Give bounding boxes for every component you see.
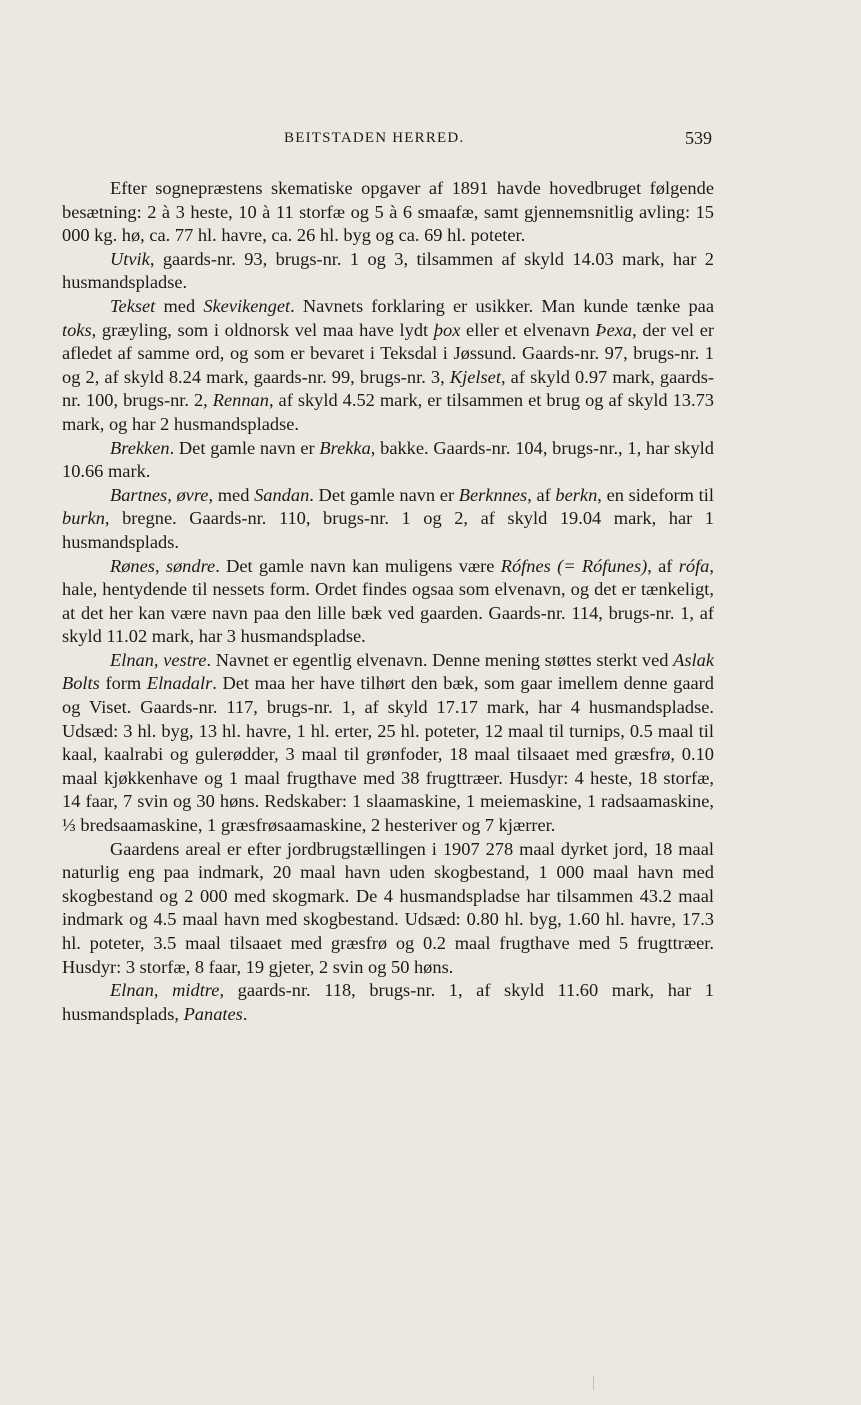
text-run: , af bbox=[647, 555, 679, 576]
paragraph-utvik bbox=[62, 248, 714, 295]
italic-term: Elnan, midtre bbox=[110, 980, 220, 1001]
italic-term: Brekken bbox=[110, 437, 170, 458]
italic-term: þox bbox=[433, 319, 461, 340]
italic-term: Panates bbox=[183, 1003, 243, 1024]
italic-term: rófa bbox=[678, 555, 710, 576]
italic-term: Kjelset bbox=[449, 366, 501, 387]
italic-term: Berknnes bbox=[458, 484, 528, 505]
paper-speck bbox=[593, 1376, 594, 1390]
text-run: med bbox=[155, 295, 204, 316]
text-run: , af skyld 4.52 mark, er tilsammen et brug og af skyld 13.73 mark, og har 2 husmandspladse. bbox=[62, 390, 714, 434]
text-run: form bbox=[99, 673, 147, 694]
italic-term: Skevikenget bbox=[203, 295, 291, 316]
text-run: . Det gamle navn kan muligens være bbox=[215, 555, 501, 576]
italic-term: Elnan, vestre bbox=[110, 649, 207, 670]
italic-term: Rófnes (= Rófunes) bbox=[500, 555, 648, 576]
text-run: eller et elvenavn bbox=[460, 319, 596, 340]
paragraph-rones bbox=[62, 555, 714, 649]
text-run: , græyling, som i oldnorsk vel maa have lydt bbox=[91, 319, 434, 340]
italic-term: toks bbox=[62, 319, 92, 340]
page-header bbox=[62, 130, 712, 154]
paragraph-brekken bbox=[62, 437, 714, 484]
italic-term: Bartnes, øvre bbox=[110, 484, 209, 505]
text-run: , bregne. Gaards-nr. 110, brugs-nr. 1 og 2, af skyld 19.04 mark, har 1 husmandsplads. bbox=[62, 508, 714, 552]
text-run: , af skyld 0.97 mark, gaards-nr. 100, brugs-nr. 2, bbox=[62, 366, 714, 411]
italic-term: Rønes, søndre bbox=[110, 555, 216, 576]
text-run: . Navnets forklaring er usikker. Man kunde tænke paa bbox=[290, 295, 714, 316]
body-text bbox=[62, 177, 714, 1026]
paragraph-hovedbruget bbox=[62, 177, 714, 248]
text-run: , hale, hentydende til nessets form. Ordet findes ogsaa som elvenavn, og det er tænkeligt, at det her kan være navn paa den lille bæk ved gaarden. Gaards-nr. 114, brugs-nr. 1, af skyld 11.02 mark, har 3 husmandspladse. bbox=[62, 555, 714, 647]
text-run: , en sideform til bbox=[597, 484, 714, 505]
italic-term: Utvik bbox=[110, 248, 150, 269]
italic-term: Sandan bbox=[254, 484, 310, 505]
text-run: , gaards-nr. 118, brugs-nr. 1, af skyld 11.60 mark, har 1 husmandsplads, bbox=[62, 980, 714, 1024]
paragraph-bartnes bbox=[62, 484, 714, 555]
italic-term: Brekka bbox=[319, 437, 371, 458]
italic-term: Rennan bbox=[212, 390, 269, 411]
text-run: Gaardens areal er efter jordbrugstællingen i 1907 278 maal dyrket jord, 18 maal naturlig eng paa indmark, 20 maal havn uden skogbestand, 1 000 maal havn med skogbestand og 2 000 med skogmark. De 4 husmandspladse har tilsammen 43.2 maal indmark og 4.5 maal havn med skogbestand. Udsæd: 0.80 hl. byg, 1.60 hl. havre, 17.3 hl. poteter, 3.5 maal tilsaaet med græsfrø og 0.2 maal frugthave med 5 frugttræer. Husdyr: 3 storfæ, 8 faar, 19 gjeter, 2 svin og 50 høns. bbox=[62, 838, 714, 977]
italic-term: berkn bbox=[555, 484, 598, 505]
paragraph-tekset bbox=[62, 295, 714, 437]
italic-term: Aslak Bolts bbox=[62, 649, 714, 694]
italic-term: Þexa bbox=[595, 319, 633, 340]
text-run: , gaards-nr. 93, brugs-nr. 1 og 3, tilsammen af skyld 14.03 mark, har 2 husmandspladse. bbox=[62, 248, 714, 293]
text-run: . Det gamle navn er bbox=[169, 437, 320, 458]
paragraph-elnan-vestre bbox=[62, 649, 714, 838]
italic-term: Tekset bbox=[110, 295, 156, 316]
text-run: , med bbox=[208, 484, 255, 505]
text-run: , der vel er afledet af samme ord, og som er bevaret i Teksdal i Jøssund. Gaards-nr. 97, brugs-nr. 1 og 2, af skyld 8.24 mark, gaards-nr. 99, brugs-nr. 3, bbox=[62, 319, 714, 387]
text-run: . Det maa her have tilhørt den bæk, som gaar imellem denne gaard og Viset. Gaards-nr. 117, brugs-nr. 1, af skyld 17.17 mark, har 4 husmandspladse. Udsæd: 3 hl. byg, 13 hl. havre, 1 hl. erter, 25 hl. poteter, 12 maal til turnips, 0.5 maal til kaal, kaalrabi og gulerødder, 3 maal til grønfoder, 18 maal tilsaaet med græsfrø, 0.10 maal kjøkkenhave og 1 maal frugthave med 38 frugttræer. Husdyr: 4 heste, 18 storfæ, 14 faar, 7 svin og 30 høns. Redskaber: 1 slaamaskine, 1 meiemaskine, 1 radsaamaskine, ⅓ bredsaamaskine, 1 græsfrøsaamaskine, 2 hesteriver og 7 kjærrer. bbox=[62, 673, 714, 836]
italic-term: burkn bbox=[62, 508, 105, 529]
text-run: Efter sognepræstens skematiske opgaver af 1891 havde hovedbruget følgende besætning: 2 à 3 heste, 10 à 11 storfæ og 5 à 6 smaafæ, samt gjennemsnitlig avling: 15 000 kg. hø, ca. 77 hl. havre, ca. 26 hl. byg og ca. 69 hl. poteter. bbox=[62, 178, 714, 246]
text-run: . Det gamle navn er bbox=[309, 484, 459, 505]
text-run: , af bbox=[527, 484, 556, 505]
text-run: . Navnet er egentlig elvenavn. Denne mening støttes sterkt ved bbox=[206, 649, 674, 670]
text-run: . bbox=[242, 1003, 248, 1024]
paragraph-gaardens-areal bbox=[62, 838, 714, 980]
text-run: , bakke. Gaards-nr. 104, brugs-nr., 1, har skyld 10.66 mark. bbox=[62, 437, 714, 482]
paragraph-elnan-midtre bbox=[62, 979, 714, 1026]
italic-term: Elnadalr bbox=[146, 673, 213, 694]
running-head: BEITSTADEN HERRED. bbox=[284, 130, 465, 146]
page-number: 539 bbox=[685, 128, 712, 148]
